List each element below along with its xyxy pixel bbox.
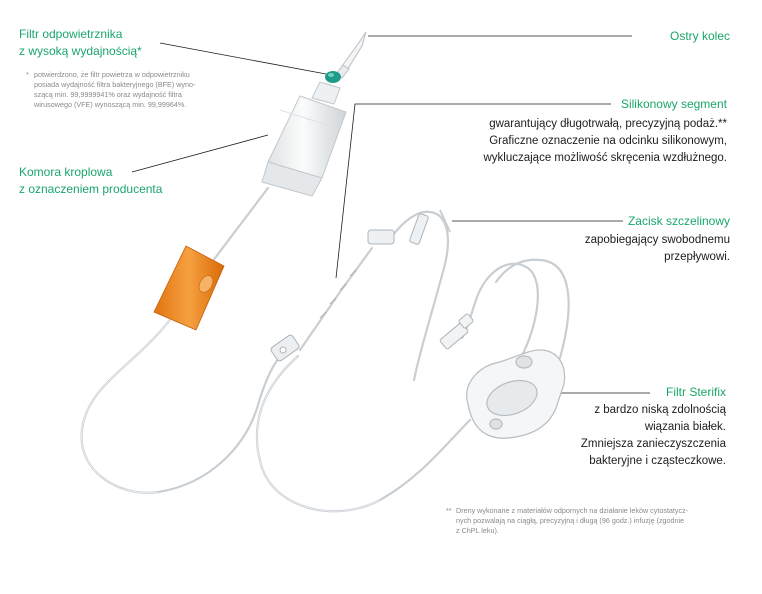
spike — [336, 32, 366, 78]
footnote-line: Dreny wykonane z materiałów odpornych na działanie leków cytostatycz- — [456, 506, 689, 515]
vent-filter-cap — [325, 71, 341, 83]
slot-clamp-line: zapobiegający swobodnemu — [584, 234, 730, 246]
silicone-line: gwarantujący długotrwałą, precyzyjną podaż.** — [489, 118, 727, 130]
sterifix-line: z bardzo niską zdolnością — [594, 404, 726, 416]
footnote-line: nych pozwalają na ciągłą, precyzyjną i długą (96 godz.) infuzję (zgodnie — [456, 516, 685, 525]
drip-chamber-title-line2: z oznaczeniem producenta — [19, 182, 163, 196]
footnote-mark: ** — [446, 506, 452, 515]
drip-chamber-title — [19, 164, 162, 198]
silicone-line: wykluczające możliwość skręcenia wzdłużnego. — [483, 152, 727, 164]
sterifix-line: wiązania białek. — [644, 421, 726, 433]
spike-title: Ostry kolec — [669, 29, 730, 43]
sterifix-filter — [467, 350, 565, 438]
luer-connector — [439, 313, 473, 349]
footnote-line: potwierdzono, że filtr powietrza w odpowietrzniku — [34, 70, 190, 79]
sterifix-line: Zmniejsza zanieczyszczenia — [580, 438, 726, 450]
silicone-line: Graficzne oznaczenie na odcinku silikonowym, — [489, 135, 727, 147]
vent-filter-title-line1: Filtr odpowietrznika — [19, 27, 123, 41]
vent-filter-title-line2: z wysoką wydajnością* — [19, 44, 142, 58]
drip-chamber-title-line1: Komora kroplowa — [19, 165, 113, 179]
footnote-mark: * — [26, 70, 29, 79]
silicone-description — [483, 116, 727, 167]
footnote-line: z ChPL leku). — [456, 526, 499, 535]
slot-clamp-title: Zacisk szczelinowy — [627, 214, 730, 228]
slot-clamp-description — [585, 232, 730, 266]
drip-chamber — [262, 82, 346, 196]
slot-clamp-line: przepływowi. — [664, 251, 730, 263]
tubing-footnote — [446, 506, 730, 536]
vent-filter-title — [19, 26, 142, 60]
tubing-highlight — [82, 312, 380, 511]
sterifix-description — [581, 402, 726, 470]
sterifix-line: bakteryjne i cząsteczkowe. — [589, 455, 726, 467]
footnote-line: posiada wydajność filtra bakteryjnego (BFE) wyno- — [34, 80, 196, 89]
silicone-title: Silikonowy segment — [620, 97, 727, 111]
sterifix-title: Filtr Sterifix — [666, 385, 726, 399]
footnote-line: szącą min. 99,9999941% oraz wydajność filtra — [34, 90, 182, 99]
tubing — [82, 188, 569, 511]
vent-filter-footnote — [26, 70, 234, 110]
footnote-line: wirusowego (VFE) wynoszącą min. 99,99964%. — [34, 100, 187, 109]
